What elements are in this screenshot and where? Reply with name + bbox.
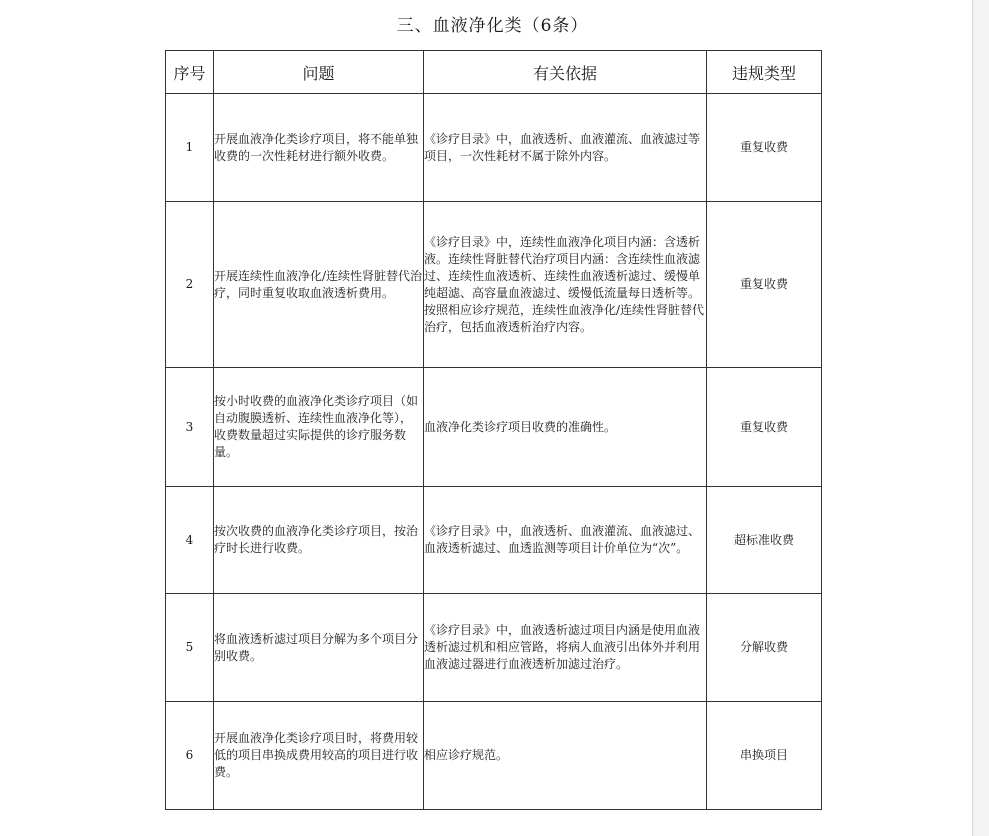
table-row	[166, 702, 822, 810]
table-row	[166, 368, 822, 487]
row-violation-type: 分解收费	[707, 594, 822, 702]
row-violation-type: 串换项目	[707, 702, 822, 810]
row-violation-type: 重复收费	[707, 202, 822, 368]
page-title: 三、血液净化类（6条）	[396, 16, 589, 36]
table-row	[166, 487, 822, 594]
row-basis: 相应诊疗规范。	[424, 702, 707, 810]
regulation-table	[165, 50, 822, 810]
header-basis: 有关依据	[424, 51, 707, 94]
row-basis: 《诊疗目录》中，血液透析、血液灌流、血液滤过、血液透析滤过、血透监测等项目计价单位为“次”。	[424, 487, 707, 594]
header-type: 违规类型	[707, 51, 822, 94]
row-issue: 开展血液净化类诊疗项目，将不能单独收费的一次性耗材进行额外收费。	[214, 94, 424, 202]
table-row	[166, 594, 822, 702]
row-violation-type: 超标准收费	[707, 487, 822, 594]
table-row	[166, 94, 822, 202]
row-basis: 《诊疗目录》中，血液透析滤过项目内涵是使用血液透析滤过机和相应管路，将病人血液引出体外并利用血液滤过器进行血液透析加滤过治疗。	[424, 594, 707, 702]
row-number: 1	[166, 94, 214, 202]
row-violation-type: 重复收费	[707, 94, 822, 202]
row-issue: 开展血液净化类诊疗项目时，将费用较低的项目串换成费用较高的项目进行收费。	[214, 702, 424, 810]
row-number: 3	[166, 368, 214, 487]
table-header-row	[166, 51, 822, 94]
row-number: 4	[166, 487, 214, 594]
row-issue: 按小时收费的血液净化类诊疗项目（如自动腹膜透析、连续性血液净化等），收费数量超过实际提供的诊疗服务数量。	[214, 368, 424, 487]
row-issue: 开展连续性血液净化/连续性肾脏替代治疗，同时重复收取血液透析费用。	[214, 202, 424, 368]
row-basis: 血液净化类诊疗项目收费的准确性。	[424, 368, 707, 487]
header-no: 序号	[166, 51, 214, 94]
header-issue: 问题	[214, 51, 424, 94]
row-issue: 按次收费的血液净化类诊疗项目，按治疗时长进行收费。	[214, 487, 424, 594]
table-row	[166, 202, 822, 368]
row-number: 5	[166, 594, 214, 702]
row-violation-type: 重复收费	[707, 368, 822, 487]
row-number: 6	[166, 702, 214, 810]
page-edge	[972, 0, 989, 836]
row-number: 2	[166, 202, 214, 368]
row-basis: 《诊疗目录》中，血液透析、血液灌流、血液滤过等项目，一次性耗材不属于除外内容。	[424, 94, 707, 202]
row-basis: 《诊疗目录》中，连续性血液净化项目内涵：含透析液。连续性肾脏替代治疗项目内涵：含连续性血液滤过、连续性血液透析、连续性血液透析滤过、缓慢单纯超滤、高容量血液滤过、缓慢低流量每日透析等。按照相应诊疗规范，连续性血液净化/连续性肾脏替代治疗，包括血液透析治疗内容。	[424, 202, 707, 368]
row-issue: 将血液透析滤过项目分解为多个项目分别收费。	[214, 594, 424, 702]
